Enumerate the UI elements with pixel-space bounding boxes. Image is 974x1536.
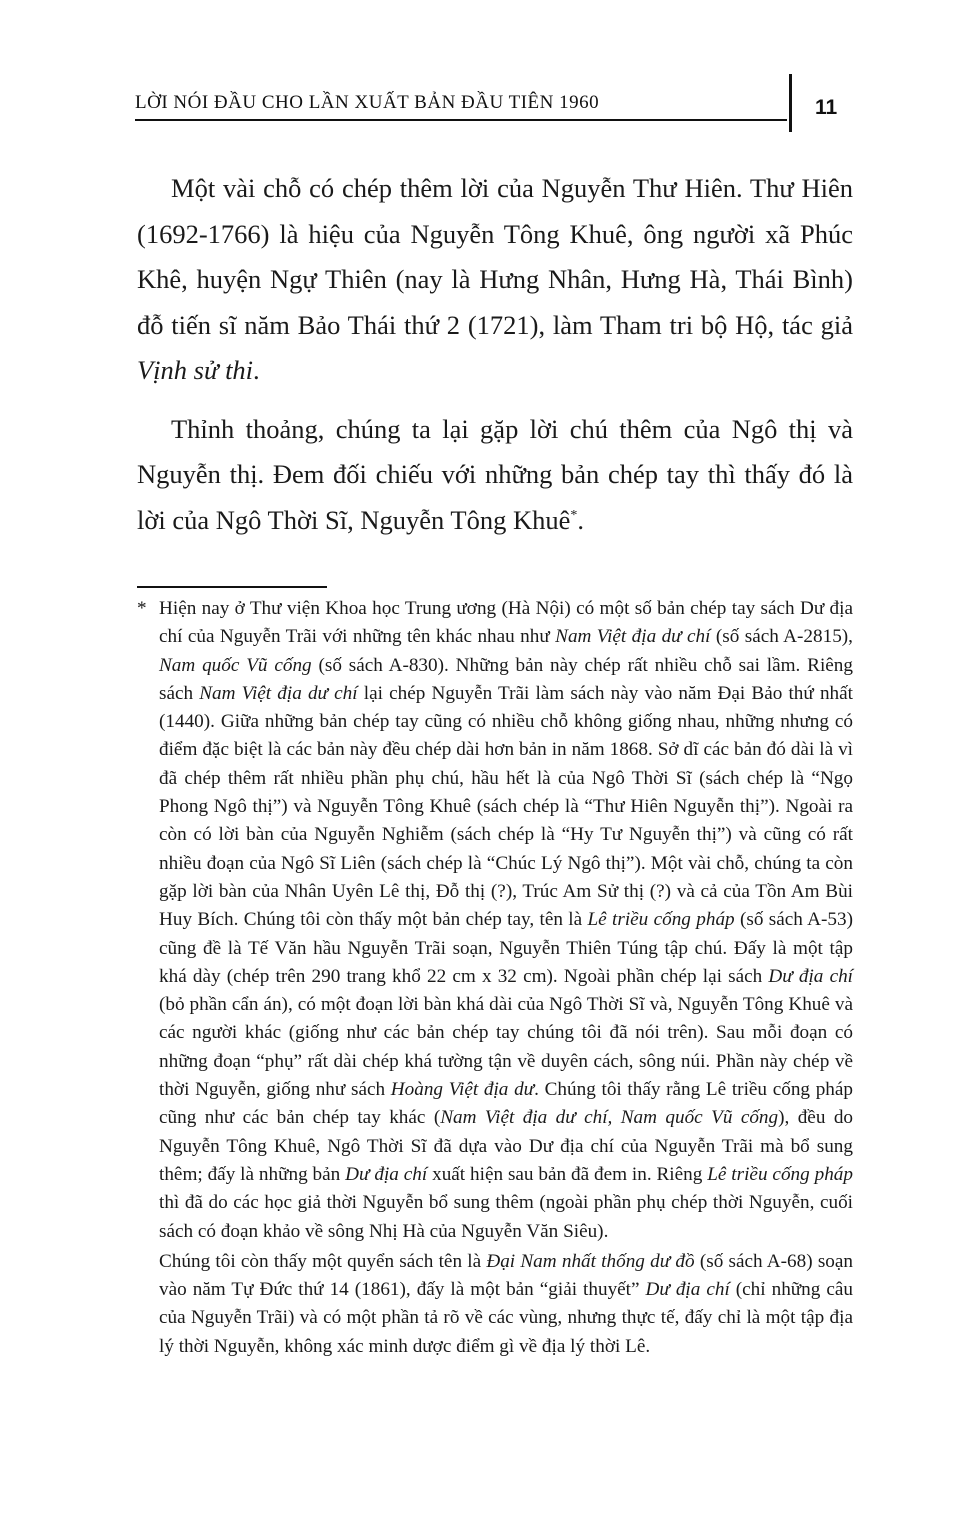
page-number: 11: [815, 96, 838, 119]
running-title: LỜI NÓI ĐẦU CHO LẦN XUẤT BẢN ĐẦU TIÊN 1960: [135, 92, 600, 113]
footnote-marker: *: [137, 598, 147, 619]
footnote-separator: [137, 586, 327, 588]
footnote-paragraph-1: Hiện nay ở Thư viện Khoa học Trung ương (Hà Nội) có một số bản chép tay sách Dư địa chí của Nguyễn Trãi với những tên khác nhau như Nam Việt địa dư chí (số sách A-2815), Nam quốc Vũ cống (số sách A-830). Những bản này chép rất nhiều chỗ sai lầm. Riêng sách Nam Việt địa dư chí lại chép Nguyễn Trãi làm sách này vào năm Đại Bảo thứ nhất (1440). Giữa những bản chép tay cũng có nhiều chỗ không giống nhau, những nhưng có điểm đặc biệt là các bản này đều chép dài hơn bản in năm 1868. Sở dĩ các bản đó dài là vì đã chép thêm rất nhiều phần phụ chú, hầu hết là của Ngô Thời Sĩ (sách chép là “Ngọ Phong Ngô thị”) và Nguyễn Tông Khuê (sách chép là “Thư Hiên Nguyễn thị”). Ngoài ra còn có lời bàn của Nguyễn Nghiễm (sách chép là “Hy Tư Nguyễn thị”) và cũng có rất nhiều đoạn của Ngô Sĩ Liên (sách chép là “Chúc Lý Ngô thị”). Một vài chỗ, chúng ta còn gặp lời bàn của Nhân Uyên Lê thị, Đỗ thị (?), Trúc Am Sử thị (?) và cả của Tồn Am Bùi Huy Bích. Chúng tôi còn thấy một bản chép tay, tên là Lê triều cống pháp (số sách A-53) cũng đề là Tế Văn hầu Nguyễn Trãi soạn, Nguyễn Thiên Túng tập chú. Đấy là một tập khá dày (chép trên 290 trang khổ 22 cm x 32 cm). Ngoài phần chép lại sách Dư địa chí (bỏ phần cẩn án), có một đoạn lời bàn khá dài của Ngô Thời Sĩ và, Nguyễn Tông Khuê và các người khác (giống như các bản chép tay chúng tôi đã nói trên). Sau mỗi đoạn có những đoạn “phụ” rất dài chép khá tường tận về duyên cách, sông núi. Phần này chép về thời Nguyễn, giống như sách Hoàng Việt địa dư. Chúng tôi thấy rằng Lê triều cống pháp cũng như các bản chép tay khác (Nam Việt địa dư chí, Nam quốc Vũ cống), đều do Nguyễn Tông Khuê, Ngô Thời Sĩ đã dựa vào Dư địa chí của Nguyễn Trãi mà bổ sung thêm; đấy là những bản Dư địa chí xuất hiện sau bản đã đem in. Riêng Lê triều cống pháp thì đã do các học giả thời Nguyễn bổ sung thêm (ngoài phần phụ chép thời Nguyễn, cuối sách có đoạn khảo về sông Nhị Hà của Nguyễn Văn Siêu).: [159, 598, 854, 1242]
footnote: [137, 595, 853, 1361]
footnote-body: [159, 595, 853, 1361]
body-paragraph-1: Một vài chỗ có chép thêm lời của Nguyễn Thư Hiên. Thư Hiên (1692-1766) là hiệu của Nguyễn Tông Khuê, ông người xã Phúc Khê, huyện Ngự Thiên (nay là Hưng Nhân, Hưng Hà, Thái Bình) đỗ tiến sĩ năm Bảo Thái thứ 2 (1721), làm Tham tri bộ Hộ, tác giả Vịnh sử thi.: [137, 173, 853, 385]
book-title: Vịnh sử thi: [137, 355, 254, 385]
header-vertical-bar: [789, 74, 792, 132]
footnote-reference[interactable]: *: [570, 507, 578, 523]
body-paragraph-2: Thỉnh thoảng, chúng ta lại gặp lời chú thêm của Ngô thị và Nguyễn thị. Đem đối chiếu với những bản chép tay thì thấy đó là lời của Ngô Thời Sĩ, Nguyễn Tông Khuê*.: [137, 413, 853, 535]
header-rule: [135, 119, 787, 121]
footnote-paragraph-2: Chúng tôi còn thấy một quyển sách tên là Đại Nam nhất thống dư đồ (số sách A-68) soạn vào năm Tự Đức thứ 14 (1861), đấy là một bản “giải thuyết” Dư địa chí (chỉ những câu của Nguyễn Trãi) và có một phần tả rõ về các vùng, nhưng thực tế, đấy chỉ là một tập địa lý thời Nguyễn, không xác minh dược điểm gì về địa lý thời Lê.: [159, 1250, 854, 1357]
main-text: [137, 166, 853, 543]
